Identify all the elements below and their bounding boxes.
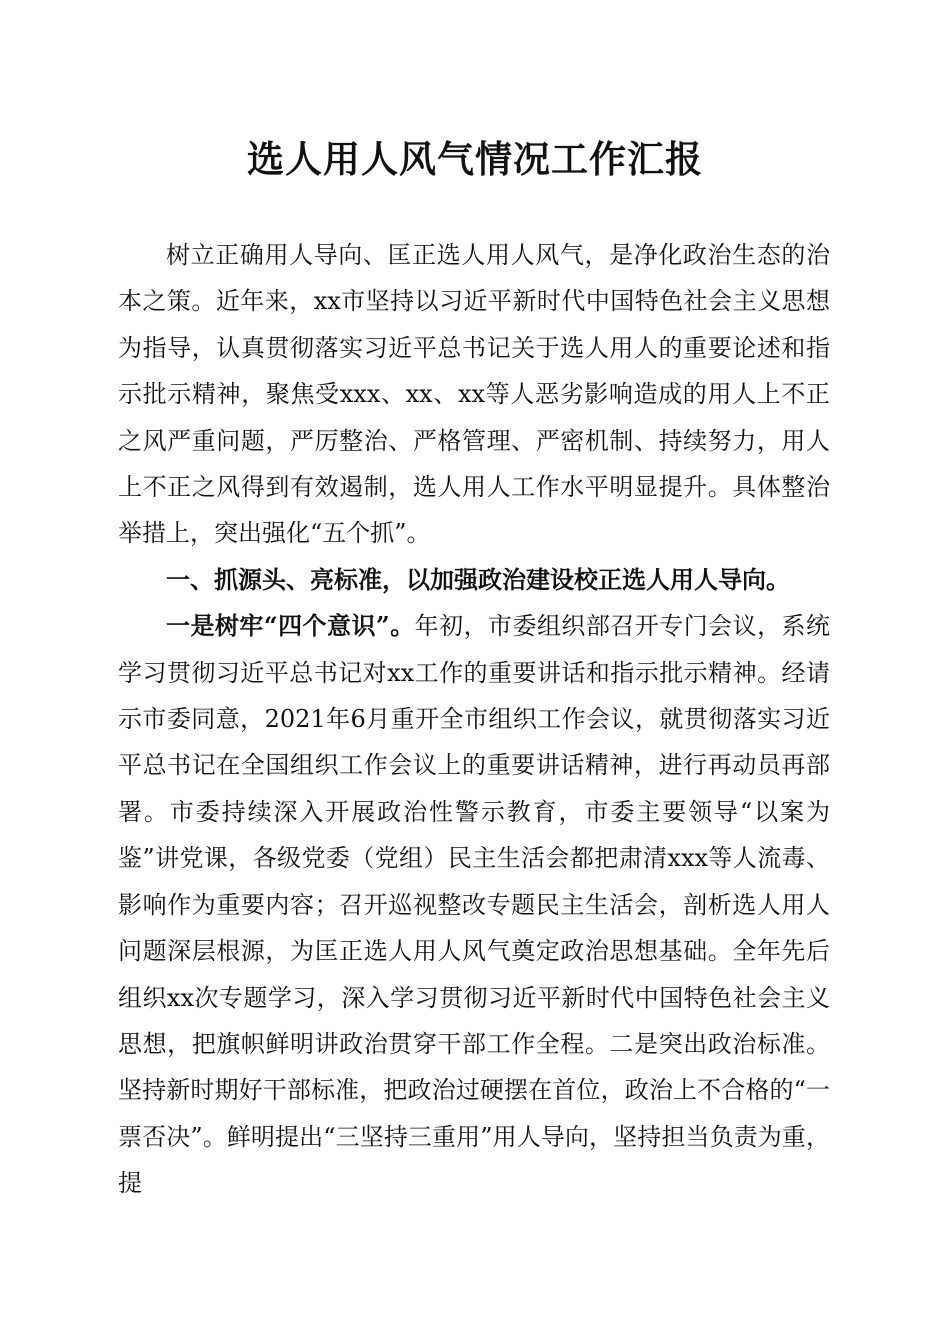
section-lead-text: 一是树牢“四个意识”。 bbox=[166, 611, 415, 641]
document-body bbox=[118, 232, 830, 1207]
section-paragraph bbox=[118, 603, 830, 1206]
section-heading: 一、抓源头、亮标准，以加强政治建设校正选人用人导向。 bbox=[166, 565, 790, 594]
document-title: 选人用人风气情况工作汇报 bbox=[247, 137, 703, 181]
section-body-text: 年初，市委组织部召开专门会议，系统学习贯彻习近平总书记对xx工作的重要讲话和指示批示精神。经请示市委同意，2021年6月重开全市组织工作会议，就贯彻落实习近平总书记在全国组织工作会议上的重要讲话精神，进行再动员再部署。市委持续深入开展政治性警示教育，市委主要领导“以案为鉴”讲党课，各级党委（党组）民主生活会都把肃清xxx等人流毒、影响作为重要内容；召开巡视整改专题民主生活会，剖析选人用人问题深层根源，为匡正选人用人风气奠定政治思想基础。全年先后组织xx次专题学习，深入学习贯彻习近平新时代中国特色社会主义思想，把旗帜鲜明讲政治贯穿干部工作全程。二是突出政治标准。坚持新时期好干部标准，把政治过硬摆在首位，政治上不合格的“一票否决”。鲜明提出“三坚持三重用”用人导向，坚持担当负责为重，提 bbox=[118, 612, 831, 1198]
intro-paragraph: 树立正确用人导向、匡正选人用人风气，是净化政治生态的治本之策。近年来，xx市坚持以习近平新时代中国特色社会主义思想为指导，认真贯彻落实习近平总书记关于选人用人的重要论述和指示批示精神，聚焦受xxx、xx、xx等人恶劣影响造成的用人上不正之风严重问题，严厉整治、严格管理、严密机制、持续努力，用人上不正之风得到有效遏制，选人用人工作水平明显提升。具体整治举措上，突出强化“五个抓”。 bbox=[118, 241, 830, 548]
